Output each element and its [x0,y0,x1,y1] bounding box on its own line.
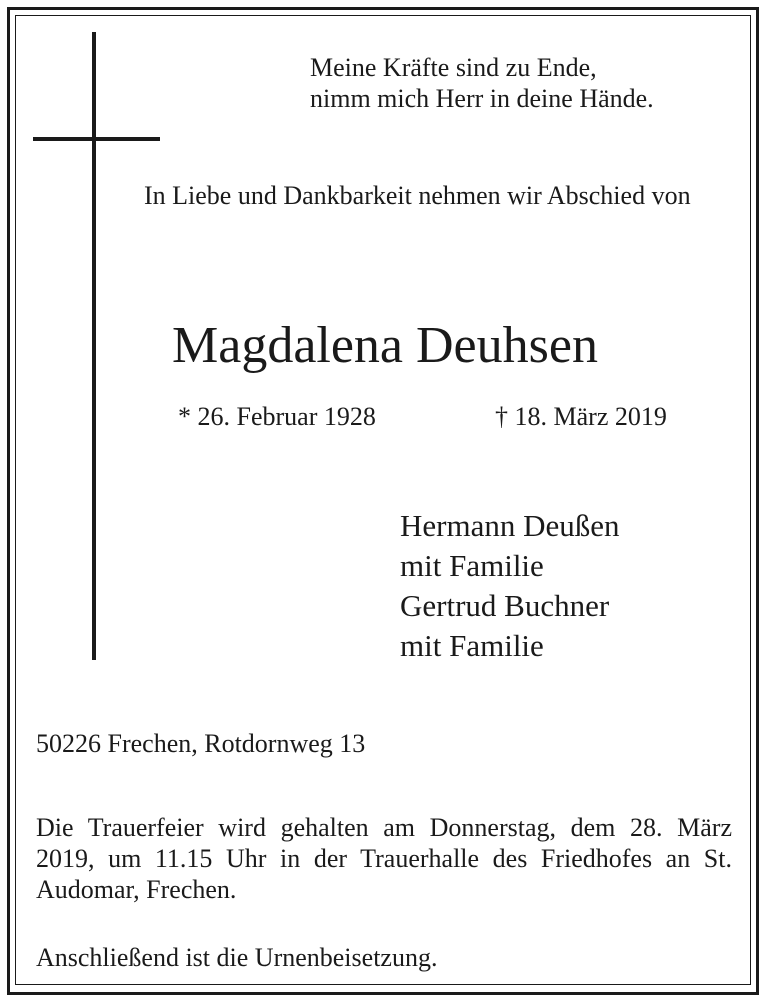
mourner-line: mit Familie [400,548,544,583]
birth-date: * 26. Februar 1928 [178,402,376,431]
address: 50226 Frechen, Rotdornweg 13 [36,729,366,758]
mourner-line: mit Familie [400,628,544,663]
ceremony-info: Die Trauerfeier wird gehalten am Donnerstag, dem 28. März 2019, um 11.15 Uhr in der Trauerhalle des Friedhofes an St. Audomar, Frechen. [36,813,732,904]
bible-verse [310,52,654,114]
mourner-line: Gertrud Buchner [400,588,610,623]
mourners-list [400,506,620,666]
burial-info: Anschließend ist die Urnenbeisetzung. [36,943,438,972]
cross-vertical-bar [92,32,96,660]
cross-horizontal-bar [33,137,160,141]
verse-line-1: Meine Kräfte sind zu Ende, [310,53,597,82]
intro-text: In Liebe und Dankbarkeit nehmen wir Abschied von [144,181,691,210]
death-date: † 18. März 2019 [495,402,667,431]
deceased-name: Magdalena Deuhsen [172,317,598,374]
verse-line-2: nimm mich Herr in deine Hände. [310,84,654,113]
mourner-line: Hermann Deußen [400,508,620,543]
